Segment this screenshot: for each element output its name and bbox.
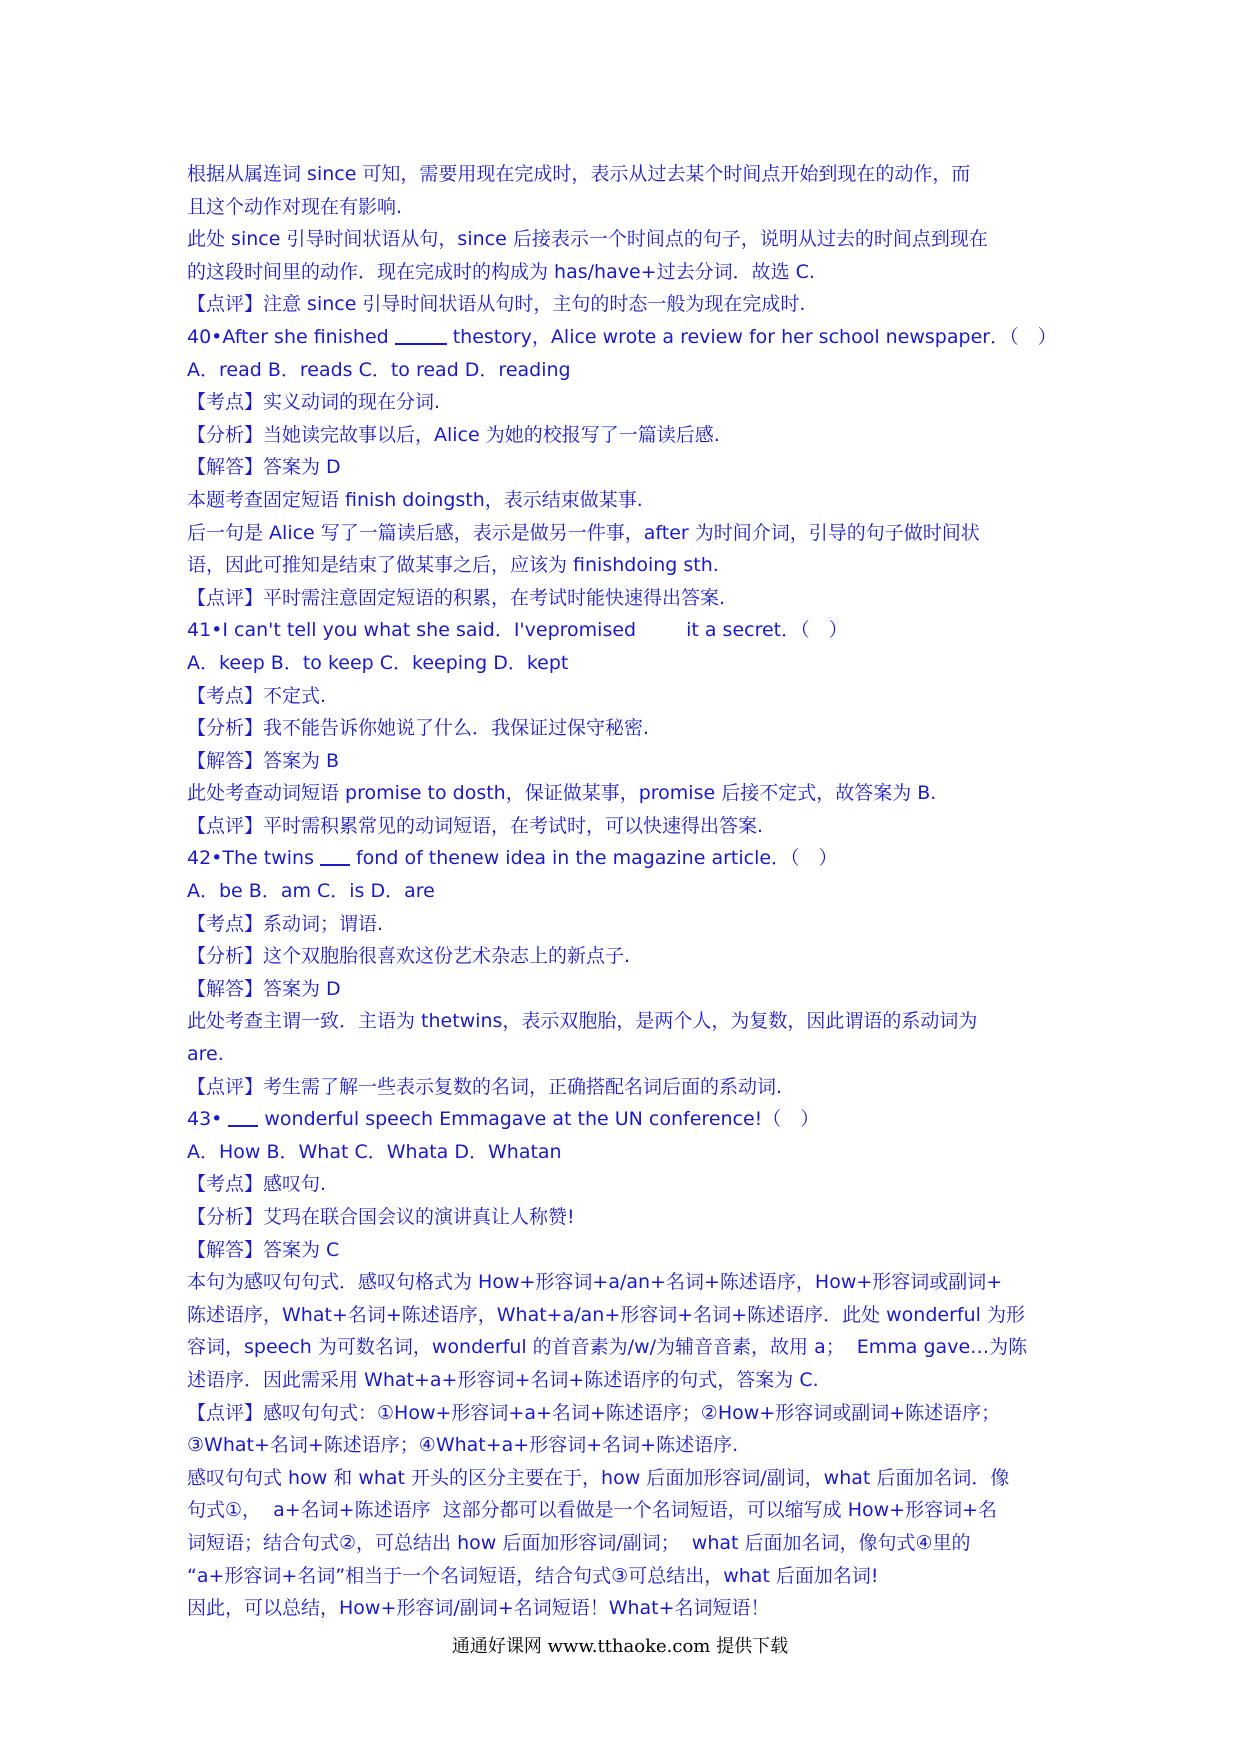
dianping-line: “a+形容词+名词”相当于一个名词短语，结合句式③可总结出，what 后面加名词! — [187, 1564, 879, 1587]
jieda-line: 【解答】答案为 D — [187, 977, 341, 1000]
explain-line: 语，因此可推知是结束了做某事之后，应该为 finishdoing sth. — [187, 554, 719, 577]
kaodian-line: 【考点】实义动词的现在分词. — [187, 391, 441, 414]
question-stem-rest: thestory，Alice wrote a review for her school newspaper．（ ） — [452, 325, 1057, 348]
text-line: 的这段时间里的动作．现在完成时的构成为 has/have+过去分词．故选 C. — [187, 260, 815, 283]
dianping-line: 【点评】平时需积累常见的动词短语，在考试时，可以快速得出答案. — [187, 814, 764, 837]
answer-blank — [320, 844, 350, 866]
dianping-line: 感叹句句式 how 和 what 开头的区分主要在于，how 后面加形容词/副词，what 后面加名词．像 — [187, 1466, 1010, 1489]
jieda-line: 【解答】答案为 B — [187, 749, 340, 772]
question-42 — [187, 842, 1077, 875]
dianping-line: 【点评】考生需了解一些表示复数的名词，正确搭配名词后面的系动词. — [187, 1075, 783, 1098]
text-line: 此处 since 引导时间状语从句，since 后接表示一个时间点的句子，说明从过去的时间点到现在 — [187, 228, 988, 251]
jieda-line: 【解答】答案为 D — [187, 456, 341, 479]
question-options: A．How B．What C．Whata D．Whatan — [187, 1140, 562, 1163]
question-43 — [187, 1103, 1077, 1136]
explain-line: 本句为感叹句句式．感叹句格式为 How+形容词+a/an+名词+陈述语序，How+形容词或副词+ — [187, 1271, 1003, 1294]
question-stem: 43• — [187, 1108, 223, 1131]
question-options: A．keep B．to keep C．keeping D．kept — [187, 651, 569, 674]
explain-line: 本题考查固定短语 finish doingsth，表示结束做某事. — [187, 488, 643, 511]
explain-line: 陈述语序，What+名词+陈述语序，What+a/an+形容词+名词+陈述语序．此处 wonderful 为形 — [187, 1303, 1025, 1326]
kaodian-line: 【考点】系动词；谓语. — [187, 912, 384, 935]
dianping-line: 因此，可以总结，How+形容词/副词+名词短语！What+名词短语！ — [187, 1597, 770, 1620]
answer-blank — [395, 323, 447, 345]
dianping-line: 句式①， a+名词+陈述语序 这部分都可以看做是一个名词短语，可以缩写成 How+形容词+名 — [187, 1499, 998, 1522]
explain-line: 容词，speech 为可数名词，wonderful 的首音素为/w/为辅音音素，故用 a； Emma gave…为陈 — [187, 1336, 1028, 1359]
jieda-line: 【解答】答案为 C — [187, 1238, 340, 1261]
question-stem-rest: wonderful speech Emmagave at the UN conference!（ ） — [264, 1108, 820, 1131]
fenxi-line: 【分析】这个双胞胎很喜欢这份艺术杂志上的新点子. — [187, 945, 631, 968]
fenxi-line: 【分析】艾玛在联合国会议的演讲真让人称赞! — [187, 1206, 575, 1228]
question-41 — [187, 614, 1077, 647]
answer-blank — [228, 1105, 258, 1127]
question-40 — [187, 321, 1077, 354]
question-stem: 40•After she finished — [187, 325, 389, 348]
fenxi-line: 【分析】当她读完故事以后，Alice 为她的校报写了一篇读后感. — [187, 423, 720, 446]
explain-line: 此处考查主谓一致．主语为 thetwins，表示双胞胎，是两个人，为复数，因此谓语的系动词为 — [187, 1010, 978, 1033]
question-options: A．be B．am C．is D．are — [187, 880, 435, 903]
document-body — [187, 158, 1077, 1625]
explain-line: 此处考查动词短语 promise to dosth，保证做某事，promise 后接不定式，故答案为 B. — [187, 782, 937, 805]
explain-line: are. — [187, 1043, 224, 1066]
dianping-line: ③What+名词+陈述语序；④What+a+形容词+名词+陈述语序. — [187, 1434, 739, 1457]
kaodian-line: 【考点】不定式. — [187, 684, 327, 707]
question-options: A．read B．reads C．to read D．reading — [187, 358, 571, 381]
question-stem: 41•I can't tell you what she said．I'vepromised — [187, 619, 637, 642]
dianping-line: 【点评】感叹句句式：①How+形容词+a+名词+陈述语序；②How+形容词或副词+陈述语序； — [187, 1401, 1001, 1424]
question-stem: 42•The twins — [187, 847, 314, 870]
text-line: 根据从属连词 since 可知，需要用现在完成时，表示从过去某个时间点开始到现在的动作，而 — [187, 163, 971, 185]
kaodian-line: 【考点】感叹句. — [187, 1173, 327, 1196]
explain-line: 述语序．因此需采用 What+a+形容词+名词+陈述语序的句式，答案为 C. — [187, 1368, 819, 1391]
question-stem-rest: fond of thenew idea in the magazine article．（ ） — [355, 847, 838, 870]
dianping-line: 【点评】平时需注意固定短语的积累，在考试时能快速得出答案. — [187, 586, 726, 609]
question-stem-rest: it a secret．（ ） — [686, 619, 848, 642]
text-line: 且这个动作对现在有影响. — [187, 195, 403, 218]
dianping-line: 词短语；结合句式②，可总结出 how 后面加形容词/副词； what 后面加名词，像句式④里的 — [187, 1531, 971, 1554]
comment-line: 【点评】注意 since 引导时间状语从句时，主句的时态一般为现在完成时. — [187, 293, 806, 316]
fenxi-line: 【分析】我不能告诉你她说了什么．我保证过保守秘密. — [187, 717, 650, 740]
page-footer: 通通好课网 www.tthaoke.com 提供下载 — [451, 1636, 789, 1657]
explain-line: 后一句是 Alice 写了一篇读后感，表示是做另一件事，after 为时间介词，引导的句子做时间状 — [187, 521, 980, 544]
